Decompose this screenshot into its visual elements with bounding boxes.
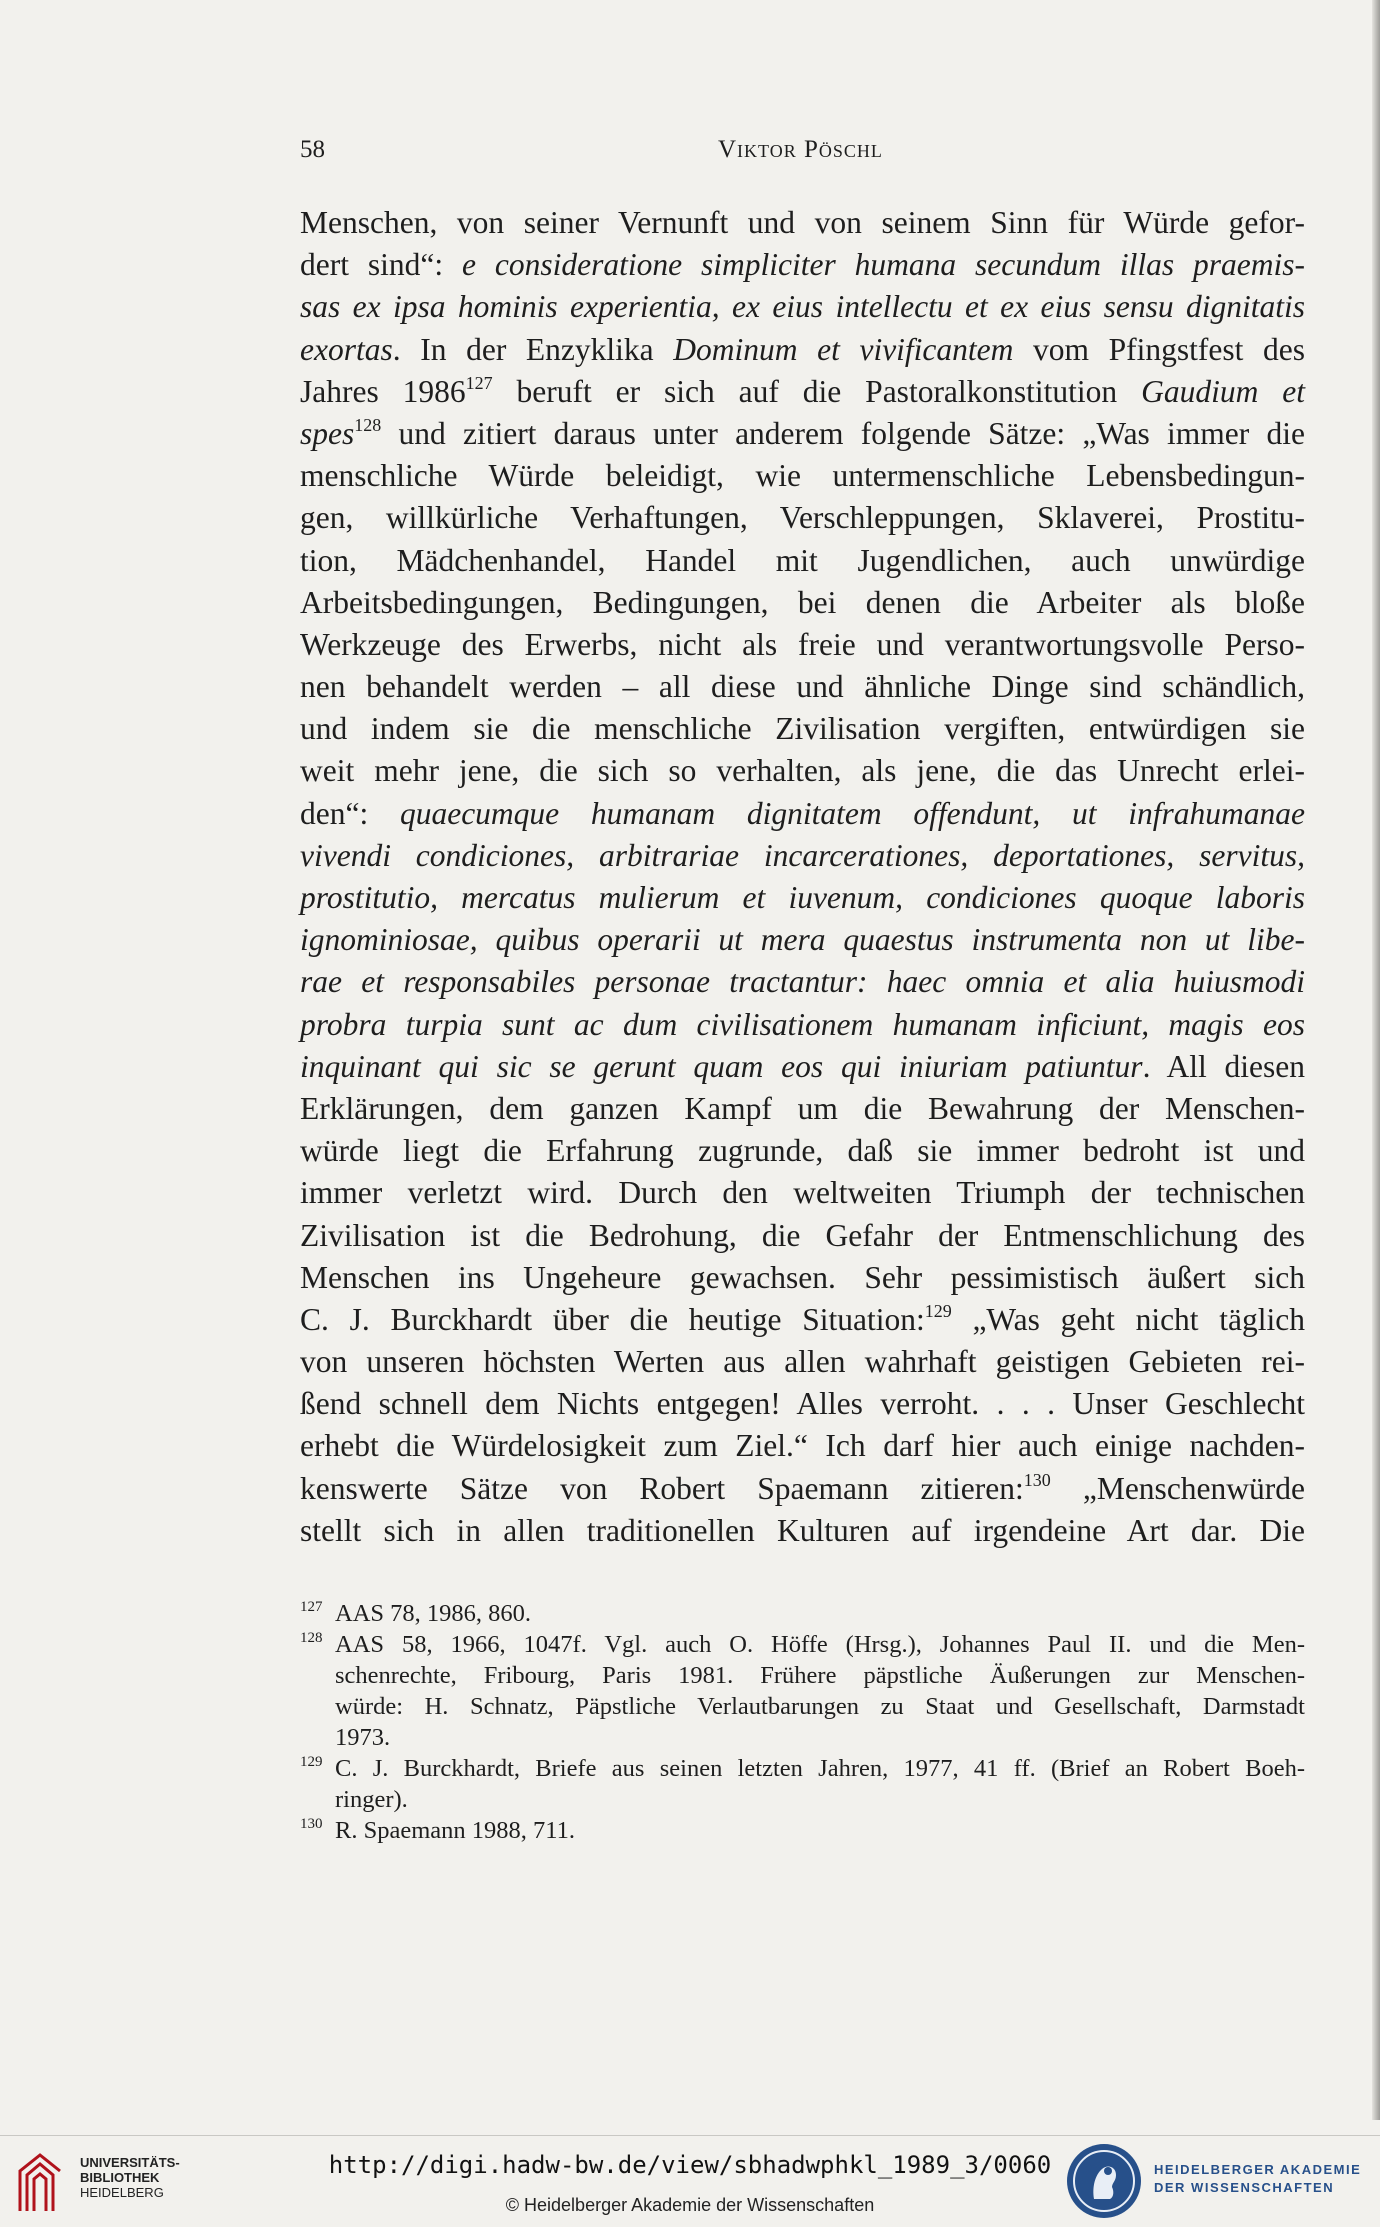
text-run: den“: <box>300 795 400 831</box>
text-run: nen behandelt werden – all diese und ähnliche Dinge sind schändlich, <box>300 669 1305 705</box>
text-run: Arbeitsbedingungen, Bedingungen, bei denen die Arbeiter als bloße <box>300 584 1305 620</box>
footnote-line: 129 C. J. Burckhardt, Briefe aus seinen letzten Jahren, 1977, 41 ff. (Brief an Robert Boeh- <box>300 1754 1305 1782</box>
text-line <box>300 540 1305 582</box>
text-run: Werkzeuge des Erwerbs, nicht als freie und verantwortungsvolle Perso- <box>300 626 1305 662</box>
text-line <box>300 1341 1305 1383</box>
footnote-line <box>300 1691 1305 1722</box>
text-run: und indem sie die menschliche Zivilisation vergiften, entwürdigen sie <box>300 711 1305 747</box>
text-line <box>300 1046 1305 1088</box>
page-edge <box>1372 0 1380 2120</box>
text-line <box>300 1004 1305 1046</box>
text-run: . In der Enzyklika <box>392 331 674 367</box>
permalink-url[interactable]: http://digi.hadw-bw.de/view/sbhadwphkl_1989_3/0060 <box>328 2151 1052 2179</box>
text-run: e consideratione simpliciter humana secundum illas praemis- <box>462 247 1305 283</box>
academy-name: HEIDELBERGER AKADEMIE DER WISSENSCHAFTEN <box>1154 2162 1362 2195</box>
text-line <box>300 708 1305 750</box>
text-line <box>300 1468 1305 1510</box>
text-run: quaecumque humanam dignitatem offendunt, ut infrahumanae <box>399 795 1305 831</box>
text-run: C. J. Burckhardt über die heutige Situation: <box>300 1301 925 1337</box>
text-run: probra turpia sunt ac dum civilisationem humanam inficiunt, magis eos <box>300 1006 1305 1042</box>
footnote-text: schenrechte, Fribourg, Paris 1981. Frühere päpstliche Äußerungen zur Menschen- <box>335 1662 1305 1689</box>
footnote-ref[interactable]: 128 <box>354 414 382 435</box>
text-run: prostitutio, mercatus mulierum et iuvenum, condiciones quoque laboris <box>300 880 1305 915</box>
text-run: Gaudium et <box>1141 373 1305 409</box>
footnote-text: C. J. Burckhardt, Briefe aus seinen letzten Jahren, 1977, 41 ff. (Brief an Robert Boeh- <box>335 1755 1305 1782</box>
text-run: Dominum et vivificantem <box>673 331 1014 367</box>
text-run: von unseren höchsten Werten aus allen wahrhaft geistigen Gebieten rei- <box>300 1344 1305 1380</box>
text-line <box>300 371 1305 413</box>
text-run: spes <box>300 415 355 451</box>
footnote-line: 128 AAS 58, 1966, 1047f. Vgl. auch O. Höffe (Hrsg.), Johannes Paul II. und die Men- <box>300 1630 1305 1658</box>
footnote-line <box>300 1660 1305 1691</box>
footnote-ref[interactable]: 129 <box>924 1300 952 1321</box>
text-line <box>300 666 1305 708</box>
text-run: gen, willkürliche Verhaftungen, Verschleppungen, Sklaverei, Prostitu- <box>300 500 1305 536</box>
text-run: „Menschenwürde <box>1050 1470 1305 1506</box>
text-run: inquinant qui sic se gerunt quam eos qui iniuriam patiuntur <box>300 1048 1143 1084</box>
footnote-text: würde: H. Schnatz, Päpstliche Verlautbarungen zu Staat und Gesellschaft, Darmstadt <box>335 1693 1305 1720</box>
text-run: immer verletzt wird. Durch den weltweiten Triumph der technischen <box>300 1175 1305 1211</box>
footnote-line: 127 AAS 78, 1986, 860. <box>300 1599 532 1627</box>
text-line <box>300 624 1305 666</box>
text-run: dert sind“: <box>300 247 462 283</box>
text-line <box>300 961 1305 1003</box>
footnote-text: AAS 78, 1986, 860. <box>335 1600 532 1627</box>
footnotes <box>300 1598 1305 1846</box>
footnote-text: AAS 58, 1966, 1047f. Vgl. auch O. Höffe (Hrsg.), Johannes Paul II. und die Men- <box>335 1631 1305 1658</box>
text-run: weit mehr jene, die sich so verhalten, als jene, die das Unrecht erlei- <box>300 753 1305 789</box>
text-run: würde liegt die Erfahrung zugrunde, daß sie immer bedroht ist und <box>300 1133 1305 1169</box>
text-line <box>300 1215 1305 1257</box>
copyright-notice: © Heidelberger Akademie der Wissenschaften <box>505 2195 875 2215</box>
text-line <box>300 1299 1305 1341</box>
footer-bar <box>0 2135 1380 2227</box>
text-run: und zitiert daraus unter anderem folgende Sätze: „Was immer die <box>381 415 1305 451</box>
footnote-line: 130 R. Spaemann 1988, 711. <box>300 1816 575 1844</box>
text-line <box>300 286 1305 328</box>
footnote-text: R. Spaemann 1988, 711. <box>335 1817 575 1844</box>
text-run: tion, Mädchenhandel, Handel mit Jugendlichen, auch unwürdige <box>300 542 1305 578</box>
text-run: ignominiosae, quibus operarii ut mera quaestus instrumenta non ut libe- <box>300 922 1305 958</box>
university-library-name: UNIVERSITÄTS- BIBLIOTHEK HEIDELBERG <box>80 2155 180 2200</box>
academy-seal-icon <box>1064 2141 1144 2221</box>
text-run: . All diesen <box>1142 1048 1305 1084</box>
text-line <box>300 244 1305 286</box>
text-line <box>300 497 1305 539</box>
text-line <box>300 413 1305 455</box>
text-run: Zivilisation ist die Bedrohung, die Gefahr der Entmenschlichung des <box>300 1217 1305 1253</box>
text-run: Jahres 1986 <box>300 373 466 409</box>
footnote-line <box>300 1722 1305 1753</box>
text-line <box>300 329 1305 371</box>
text-run: sas ex ipsa hominis experientia, ex eius intellectu et ex eius sensu dignitatis <box>300 289 1305 325</box>
footer-divider <box>0 2135 1380 2136</box>
text-line <box>300 1088 1305 1130</box>
running-title: Viktor Pöschl <box>718 136 883 163</box>
body-text <box>300 202 1305 1552</box>
text-run: beruft er sich auf die Pastoralkonstitution <box>492 373 1142 409</box>
footnote-text: ringer). <box>335 1786 408 1813</box>
text-line <box>300 1383 1305 1425</box>
footnote-text: 1973. <box>335 1724 391 1751</box>
text-run: „Was geht nicht täglich <box>951 1301 1305 1337</box>
text-run: ßend schnell dem Nichts entgegen! Alles verroht. . . . Unser Geschlecht <box>300 1386 1305 1422</box>
text-run: Menschen ins Ungeheure gewachsen. Sehr pessimistisch äußert sich <box>300 1259 1305 1295</box>
text-line <box>300 919 1305 961</box>
text-run: kenswerte Sätze von Robert Spaemann zitieren: <box>300 1470 1024 1506</box>
text-run: exortas <box>300 331 393 367</box>
text-run: rae et responsabiles personae tractantur: haec omnia et alia huiusmodi <box>300 964 1305 1000</box>
text-line <box>300 1257 1305 1299</box>
text-line <box>300 1425 1305 1467</box>
text-line <box>300 877 1305 919</box>
running-head <box>300 136 1298 168</box>
text-line <box>300 1130 1305 1172</box>
footnote-ref[interactable]: 127 <box>465 372 493 393</box>
text-run: vom Pfingstfest des <box>1013 331 1305 367</box>
text-line <box>300 202 1305 244</box>
text-line <box>300 750 1305 792</box>
footnote-line <box>300 1784 1305 1815</box>
text-run: erhebt die Würdelosigkeit zum Ziel.“ Ich darf hier auch einige nachden- <box>300 1428 1305 1464</box>
text-line <box>300 455 1305 497</box>
text-line <box>300 1172 1305 1214</box>
text-run: Menschen, von seiner Vernunft und von seinem Sinn für Würde gefor- <box>300 205 1305 240</box>
text-run: stellt sich in allen traditionellen Kulturen auf irgendeine Art dar. Die <box>300 1512 1305 1548</box>
text-run: Erklärungen, dem ganzen Kampf um die Bewahrung der Menschen- <box>300 1090 1305 1126</box>
text-line <box>300 835 1305 877</box>
text-run: menschliche Würde beleidigt, wie untermenschliche Lebensbedingun- <box>300 458 1305 494</box>
text-run: vivendi condiciones, arbitrariae incarcerationes, deportationes, servitus, <box>300 837 1305 873</box>
text-line <box>300 793 1305 835</box>
text-line <box>300 1510 1305 1552</box>
footnote-ref[interactable]: 130 <box>1023 1469 1051 1490</box>
text-line <box>300 582 1305 624</box>
page-number: 58 <box>300 136 325 163</box>
